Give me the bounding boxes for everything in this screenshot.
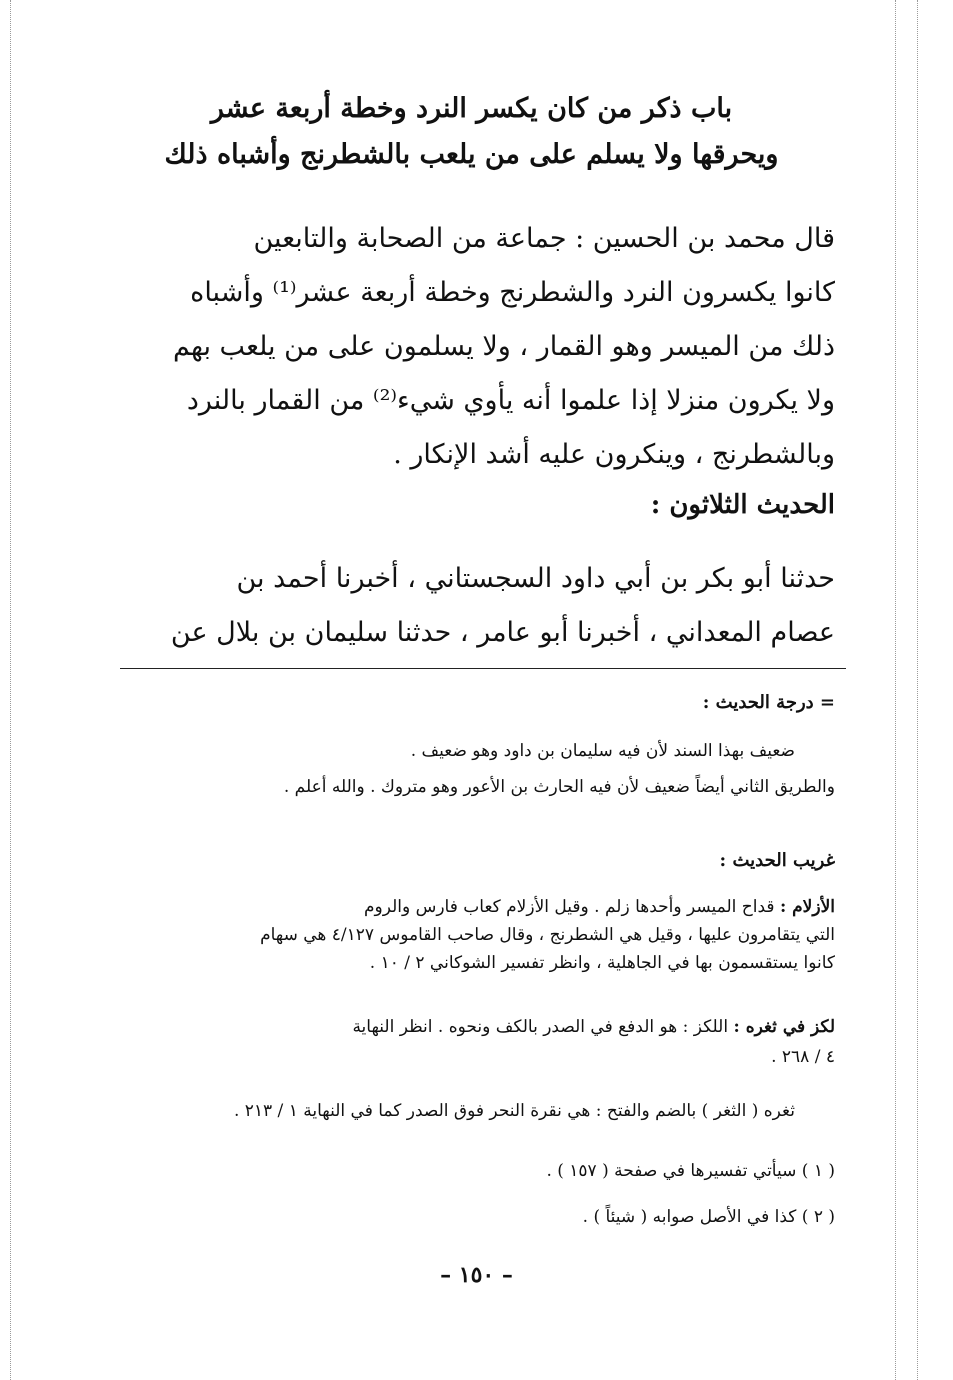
grade-heading-text: = درجة الحديث : — [702, 692, 835, 713]
note-2: ( ٢ ) كذا في الأصل صوابه ( شيئاً ) . — [582, 1207, 835, 1227]
paragraph-2 — [100, 552, 835, 660]
lakz-entry — [110, 1012, 835, 1072]
numbered-notes — [110, 1148, 835, 1240]
note-1: ( ١ ) سيأتي تفسيرها في صفحة ( ١٥٧ ) . — [546, 1161, 835, 1181]
thaghr-entry — [110, 1096, 835, 1126]
paragraph-line: قال محمد بن الحسين : جماعة من الصحابة والتابعين — [253, 223, 835, 254]
lakz-line-1: اللكز : هو الدفع في الصدر بالكف ونحوه . انظر النهاية — [352, 1017, 729, 1037]
azlam-term: الأزلام : — [779, 897, 835, 917]
grade-text — [110, 736, 835, 802]
paragraph-line: وبالشطرنج ، وينكرون عليه أشد الإنكار . — [393, 439, 835, 470]
grade-line-2: والطريق الثاني أيضاً ضعيف لأن فيه الحارث بن الأعور وهو متروك . والله أعلم . — [283, 777, 835, 797]
chapter-title-line-1: باب ذكر من كان يكسر النرد وخطة أربعة عشر — [210, 93, 733, 124]
paragraph-line: عصام المعداني ، أخبرنا أبو عامر ، حدثنا سليمان بن بلال عن — [170, 617, 835, 648]
footnote-separator — [120, 668, 846, 669]
paragraph-line: ولا يكرون منزلا إذا علموا أنه يأوي شيء⁽²⁾ من القمار بالنرد — [186, 385, 835, 416]
gharib-heading-text: غريب الحديث : — [719, 850, 835, 871]
lakz-term: لكز في ثغره : — [733, 1017, 835, 1037]
paragraph-1 — [100, 212, 835, 482]
paragraph-line: كانوا يكسرون النرد والشطرنج وخطة أربعة عشر⁽¹⁾ وأشباه — [190, 277, 835, 308]
chapter-title-line-2: ويحرقها ولا يسلم على من يلعب بالشطرنج وأشباه ذلك — [164, 139, 779, 170]
grade-heading — [110, 688, 835, 718]
azlam-line-2: التي يتقامرون عليها ، وقيل هي الشطرنج ، وقال صاحب القاموس ٤/١٢٧ هي سهام — [260, 925, 835, 945]
gharib-heading — [110, 846, 835, 876]
azlam-line-1: قداح الميسر وأحدها زلم . وقيل الأزلام كعاب فارس والروم — [363, 897, 775, 917]
chapter-title — [110, 86, 833, 178]
hadith-heading: الحديث الثلاثون : — [650, 490, 835, 520]
azlam-line-3: كانوا يستقسمون بها في الجاهلية ، وانظر تفسير الشوكاني ٢ / ١٠ . — [369, 953, 835, 973]
azlam-entry — [110, 893, 835, 977]
thaghr-line: ثغره ( الثغر ) بالضم والفتح : هي نقرة النحر فوق الصدر كما في النهاية ١ / ٢١٣ . — [233, 1101, 795, 1121]
grade-line-1: ضعيف بهذا السند لأن فيه سليمان بن داود وهو ضعيف . — [410, 741, 795, 761]
lakz-line-2: ٤ / ٢٦٨ . — [771, 1047, 835, 1067]
paragraph-line: حدثنا أبو بكر بن أبي داود السجستاني ، أخبرنا أحمد بن — [236, 563, 835, 594]
paragraph-line: ذلك من الميسر وهو القمار ، ولا يسلمون على من يلعب بهم — [173, 331, 835, 362]
page-number: – ١٥٠ – — [440, 1262, 513, 1288]
